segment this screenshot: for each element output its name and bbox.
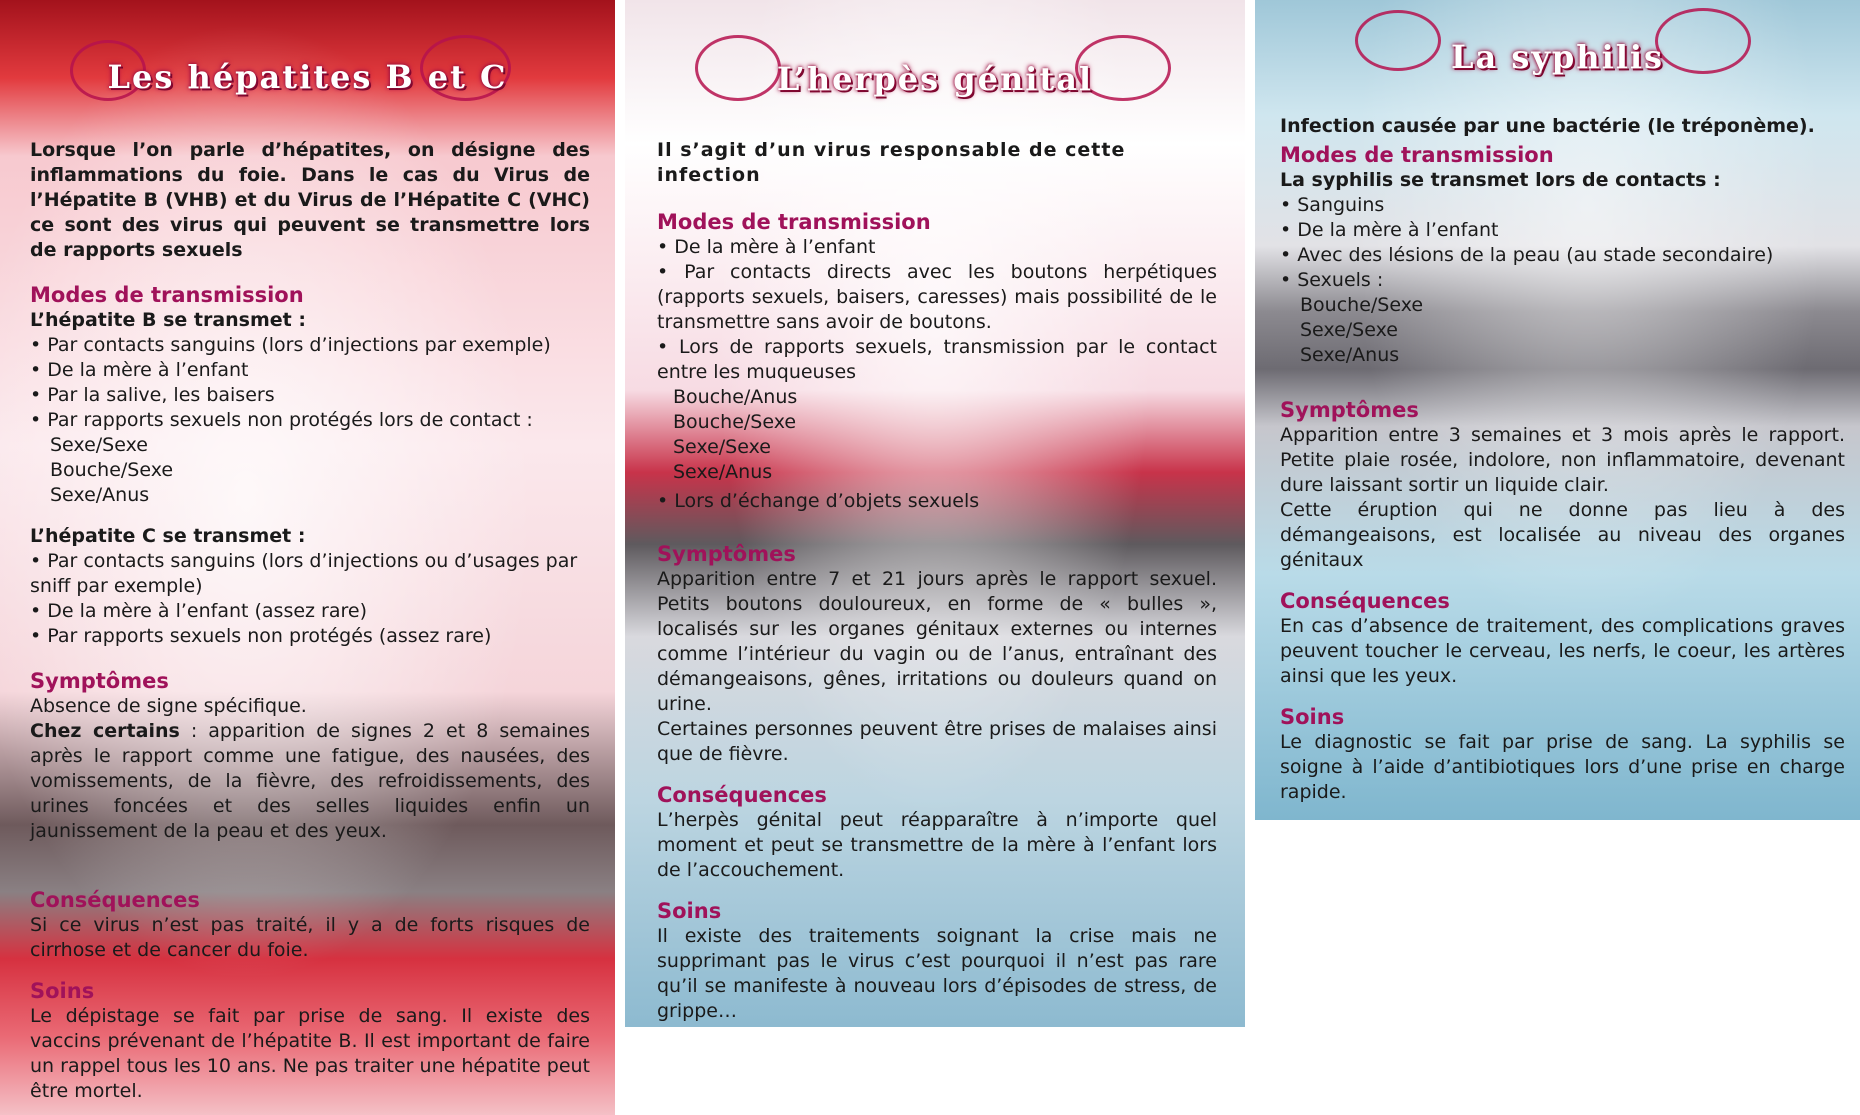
- panel-content: [30, 138, 590, 1104]
- symptomes-text: Absence de signe spécifique.: [30, 695, 307, 717]
- soins-text: Le diagnostic se fait par prise de sang. La syphilis se soigne à l’aide d’antibiotiques lors d’une prise en charge rapide.: [1280, 731, 1845, 803]
- symptomes-text-2: Cette éruption qui ne donne pas lieu à des démangeaisons, est localisée au niveau des organes génitaux: [1280, 499, 1845, 571]
- title-banner: [1255, 0, 1860, 105]
- consequences-text: Si ce virus n’est pas traité, il y a de forts risques de cirrhose et de cancer du foie.: [30, 914, 590, 961]
- intro-text: Il s’agit d’un virus responsable de cette infection: [657, 139, 1126, 186]
- list-item: • Sanguins: [1280, 193, 1845, 218]
- list-item-text: Lors d’échange d’objets sexuels: [674, 490, 980, 512]
- list-item: • Par contacts sanguins (lors d’injections ou d’usages par sniff par exemple): [30, 549, 590, 599]
- list-item-text: Par contacts directs avec les boutons herpétiques (rapports sexuels, baisers, caresses) mais possibilité de le transmettre sans avoir de boutons.: [657, 261, 1218, 333]
- list-item: • De la mère à l’enfant (assez rare): [30, 599, 590, 624]
- soins-heading: Soins: [30, 979, 95, 1003]
- sub-list-item: Sexe/Anus: [673, 461, 773, 483]
- sub-list-item: Sexe/Sexe: [673, 436, 771, 458]
- sub-list-item: Bouche/Sexe: [673, 411, 797, 433]
- soins-heading: Soins: [1280, 705, 1345, 729]
- list-item: • Par rapports sexuels non protégés (assez rare): [30, 624, 590, 649]
- panel-title: L’herpès génital: [776, 60, 1094, 98]
- consequences-heading: Conséquences: [1280, 589, 1450, 613]
- sub-list-item: Bouche/Anus: [673, 386, 798, 408]
- subheading: L’hépatite C se transmet :: [30, 525, 306, 547]
- soins-text: Il existe des traitements soignant la crise mais ne supprimant pas le virus c’est pourquoi il n’est pas rare qu’il se manifeste à nouveau lors d’épisodes de stress, de grippe…: [657, 925, 1217, 1022]
- panel-syphilis: [1255, 0, 1860, 820]
- panel-title: Les hépatites B et C: [107, 58, 508, 96]
- symptomes-text-2: Certaines personnes peuvent être prises de malaises ainsi que de fièvre.: [657, 718, 1217, 765]
- symptomes-heading: Symptômes: [657, 542, 796, 566]
- consequences-heading: Conséquences: [657, 783, 827, 807]
- title-banner: [0, 20, 615, 125]
- list-item: • Par rapports sexuels non protégés lors de contact :: [30, 408, 590, 433]
- list-item: • De la mère à l’enfant: [657, 236, 876, 258]
- modes-heading: Modes de transmission: [1280, 143, 1554, 167]
- consequences-heading: Conséquences: [30, 888, 200, 912]
- list-item: • De la mère à l’enfant: [30, 358, 590, 383]
- panel-title: La syphilis: [1450, 38, 1665, 76]
- list-item: • Sexuels :: [1280, 268, 1845, 293]
- list-item: • De la mère à l’enfant: [1280, 218, 1845, 243]
- subheading: La syphilis se transmet lors de contacts :: [1280, 169, 1721, 191]
- modes-heading: Modes de transmission: [657, 210, 931, 234]
- list-item: • Par contacts sanguins (lors d’injections par exemple): [30, 333, 590, 358]
- list-item: • Par la salive, les baisers: [30, 383, 590, 408]
- panel-hepatites: [0, 0, 615, 1115]
- title-banner: [625, 20, 1245, 125]
- consequences-text: En cas d’absence de traitement, des complications graves peuvent toucher le cerveau, les nerfs, le coeur, les artères ainsi que les yeux.: [1280, 615, 1845, 687]
- list-item-text: Lors de rapports sexuels, transmission par le contact entre les muqueuses: [657, 336, 1217, 383]
- symptomes-heading: Symptômes: [30, 669, 169, 693]
- list-item: • Par contacts directs avec les boutons herpétiques (rapports sexuels, baisers, caresses) mais possibilité de le transmettre sans avoir de boutons.: [657, 261, 1218, 333]
- panel-herpes: [625, 0, 1245, 1027]
- sub-list-item: Sexe/Sexe: [1300, 319, 1398, 341]
- sub-list-item: Sexe/Anus: [1300, 344, 1400, 366]
- symptomes-text: Apparition entre 3 semaines et 3 mois après le rapport. Petite plaie rosée, indolore, non inflammatoire, devenant dure laissant sortir un liquide clair.: [1280, 424, 1845, 496]
- intro-text: Lorsque l’on parle d’hépatites, on désigne des inflammations du foie. Dans le cas du Virus de l’Hépatite B (VHB) et du Virus de l’Hépatite C (VHC) ce sont des virus qui peuvent se transmettre lors de rapports sexuels: [30, 139, 590, 261]
- list-item: • Lors d’échange d’objets sexuels: [657, 490, 980, 512]
- consequences-text: L’herpès génital peut réapparaître à n’importe quel moment et peut se transmettre de la mère à l’enfant lors de l’accouchement.: [657, 809, 1217, 881]
- soins-text: Le dépistage se fait par prise de sang. Il existe des vaccins prévenant de l’hépatite B. Il est important de faire un rappel tous les 10 ans. Ne pas traiter une hépatite peut être mortel.: [30, 1005, 590, 1102]
- list-item: • Lors de rapports sexuels, transmission par le contact entre les muqueuses: [657, 336, 1217, 383]
- symptomes-detail: [30, 719, 590, 844]
- modes-heading: Modes de transmission: [30, 283, 304, 307]
- list-item: • Avec des lésions de la peau (au stade secondaire): [1280, 243, 1845, 268]
- symptomes-bold: Chez certains: [30, 720, 180, 742]
- soins-heading: Soins: [657, 899, 722, 923]
- sub-list-item: Sexe/Sexe: [50, 434, 148, 456]
- sub-list-item: Bouche/Sexe: [50, 459, 174, 481]
- sub-list-item: Sexe/Anus: [50, 484, 150, 506]
- symptomes-heading: Symptômes: [1280, 398, 1419, 422]
- symptomes-detail-text: : apparition de signes 2 et 8 semaines après le rapport comme une fatigue, des nausées, des vomissements, de la fièvre, des refroidissements, des urines foncées et des selles liquides enfin un jaunissement de la peau et des yeux.: [30, 720, 590, 842]
- panel-content: [657, 138, 1217, 1024]
- subheading: L’hépatite B se transmet :: [30, 309, 306, 331]
- list-item-text: De la mère à l’enfant: [674, 236, 876, 258]
- panel-content: [1280, 114, 1845, 805]
- symptomes-text: Apparition entre 7 et 21 jours après le rapport sexuel. Petits boutons douloureux, en forme de « bulles », localisés sur les organes génitaux externes ou internes comme l’intérieur du vagin ou de l’anus, entraînant des démangeaisons, gênes, irritations ou douleurs quand on urine.: [657, 568, 1217, 715]
- intro-text: Infection causée par une bactérie (le tréponème).: [1280, 115, 1815, 137]
- sub-list-item: Bouche/Sexe: [1300, 294, 1424, 316]
